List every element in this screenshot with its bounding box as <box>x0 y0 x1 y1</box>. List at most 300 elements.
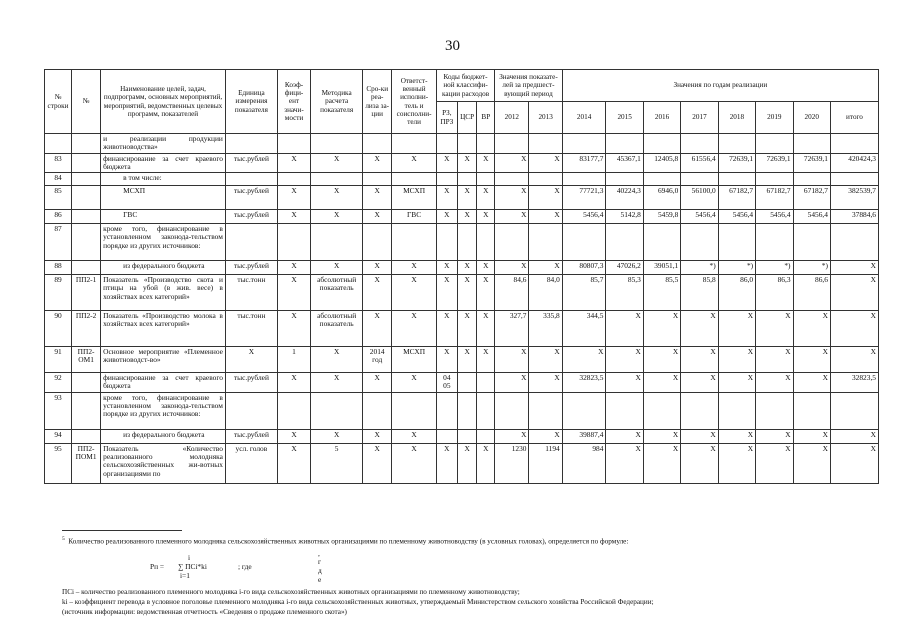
cell-value-2020: X <box>793 347 830 373</box>
cell-csr: X <box>457 443 477 483</box>
cell-csr <box>457 173 477 186</box>
cell-value-total: 37884,6 <box>830 210 878 224</box>
cell-value-2020 <box>793 173 830 186</box>
cell-vr: X <box>477 347 495 373</box>
cell-value-2017: *) <box>681 261 718 275</box>
cell-value-2018: X <box>718 373 755 393</box>
cell-value-2014: X <box>562 347 606 373</box>
cell-value-2019: *) <box>756 261 793 275</box>
header-2015: 2015 <box>606 102 643 134</box>
cell-method <box>311 224 363 261</box>
cell-value-2016 <box>643 224 680 261</box>
formula-lhs: Рп = <box>150 562 165 571</box>
cell-value-2015: 85,3 <box>606 275 643 311</box>
cell-method <box>311 392 363 429</box>
header-2019: 2019 <box>756 102 793 134</box>
cell-method: X <box>311 186 363 210</box>
cell-value-2017: X <box>681 443 718 483</box>
header-2012: 2012 <box>495 102 529 134</box>
cell-value-2018 <box>718 224 755 261</box>
cell-value-2018 <box>718 173 755 186</box>
row-code <box>72 224 101 261</box>
header-term: Сро-ки реа-лиза за-ции <box>363 70 392 134</box>
header-unit: Единица измерения показателя <box>225 70 277 134</box>
cell-executor: X <box>392 443 437 483</box>
cell-value-2012: 327,7 <box>495 311 529 347</box>
table-row <box>45 224 879 261</box>
cell-unit: тыс.рублей <box>225 186 277 210</box>
page-number: 30 <box>445 38 460 54</box>
cell-method <box>311 173 363 186</box>
table-body <box>45 134 879 484</box>
table-row <box>45 392 879 429</box>
cell-value-2019 <box>756 173 793 186</box>
cell-value-2012: X <box>495 186 529 210</box>
cell-csr: X <box>457 311 477 347</box>
row-number: 85 <box>45 186 72 210</box>
table-row <box>45 373 879 393</box>
cell-unit <box>225 134 277 154</box>
cell-coefficient: X <box>277 153 310 173</box>
cell-term <box>363 134 392 154</box>
header-2018: 2018 <box>718 102 755 134</box>
cell-value-2020: X <box>793 373 830 393</box>
formula-side-letter: е <box>318 575 322 584</box>
footnote-text <box>62 536 628 545</box>
cell-unit: тыс.тонн <box>225 311 277 347</box>
formula-side-letter: д <box>318 566 322 575</box>
cell-coefficient: X <box>277 373 310 393</box>
footnote-rule <box>62 530 182 531</box>
table-row <box>45 275 879 311</box>
cell-rz <box>436 392 457 429</box>
cell-value-total: 420424,3 <box>830 153 878 173</box>
cell-coefficient: X <box>277 261 310 275</box>
row-name: кроме того, финансирование в установленном законода-тельством порядке из других источников: <box>101 392 226 429</box>
row-number: 86 <box>45 210 72 224</box>
cell-value-total <box>830 134 878 154</box>
cell-value-2018: 67182,7 <box>718 186 755 210</box>
cell-value-2017: 5456,4 <box>681 210 718 224</box>
cell-value-2018: 86,0 <box>718 275 755 311</box>
cell-value-2017: X <box>681 373 718 393</box>
row-name: из федерального бюджета <box>101 261 226 275</box>
cell-value-2018: 72639,1 <box>718 153 755 173</box>
cell-value-2018: X <box>718 347 755 373</box>
cell-value-2019 <box>756 392 793 429</box>
cell-value-total: X <box>830 429 878 443</box>
cell-executor: X <box>392 153 437 173</box>
cell-term <box>363 173 392 186</box>
cell-value-total: 32823,5 <box>830 373 878 393</box>
header-csr: ЦСР <box>457 102 477 134</box>
cell-vr <box>477 224 495 261</box>
cell-value-2012 <box>495 173 529 186</box>
cell-value-2018 <box>718 392 755 429</box>
cell-value-2015: 45367,1 <box>606 153 643 173</box>
header-2017: 2017 <box>681 102 718 134</box>
row-name: и реализации продукции животноводства» <box>101 134 226 154</box>
cell-rz <box>436 224 457 261</box>
cell-value-2019: X <box>756 311 793 347</box>
cell-value-2016 <box>643 134 680 154</box>
row-name: из федерального бюджета <box>101 429 226 443</box>
cell-value-2012: X <box>495 429 529 443</box>
row-name: МСХП <box>101 186 226 210</box>
row-name: ГВС <box>101 210 226 224</box>
cell-csr: X <box>457 210 477 224</box>
cell-rz: 04 05 <box>436 373 457 393</box>
cell-value-2012 <box>495 224 529 261</box>
cell-value-2018: X <box>718 429 755 443</box>
cell-method: X <box>311 261 363 275</box>
formula-where: ; где <box>238 562 252 571</box>
cell-value-2014: 83177,7 <box>562 153 606 173</box>
cell-value-2015 <box>606 173 643 186</box>
footnote-line-ki: ki – коэффициент перевода в условное поголовье племенного молодняка i-го вида сельскохозяйственных животных, утверждаемый Министерством сельского хозяйства Российской Федерации; <box>62 598 654 606</box>
cell-value-2013: X <box>529 347 562 373</box>
cell-rz: X <box>436 443 457 483</box>
cell-executor: X <box>392 275 437 311</box>
cell-value-2016: 85,5 <box>643 275 680 311</box>
row-number: 89 <box>45 275 72 311</box>
header-rz: РЗ, ПРЗ <box>436 102 457 134</box>
cell-value-2013: X <box>529 261 562 275</box>
row-code <box>72 186 101 210</box>
cell-value-2013: 1194 <box>529 443 562 483</box>
cell-term: X <box>363 153 392 173</box>
cell-term <box>363 224 392 261</box>
cell-unit: тыс.рублей <box>225 261 277 275</box>
cell-value-2017 <box>681 224 718 261</box>
cell-value-2012: 84,6 <box>495 275 529 311</box>
cell-executor <box>392 224 437 261</box>
cell-csr: X <box>457 347 477 373</box>
cell-value-2014: 85,7 <box>562 275 606 311</box>
cell-vr <box>477 373 495 393</box>
table-row <box>45 134 879 154</box>
cell-value-2015 <box>606 224 643 261</box>
cell-value-2015 <box>606 134 643 154</box>
cell-unit <box>225 392 277 429</box>
cell-value-2017 <box>681 173 718 186</box>
cell-value-total: X <box>830 311 878 347</box>
cell-vr: X <box>477 311 495 347</box>
cell-term: X <box>363 429 392 443</box>
cell-value-2017: 56100,0 <box>681 186 718 210</box>
cell-value-2020: 5456,4 <box>793 210 830 224</box>
cell-value-2016 <box>643 173 680 186</box>
row-code <box>72 261 101 275</box>
row-code <box>72 392 101 429</box>
row-code <box>72 173 101 186</box>
cell-value-2015: X <box>606 443 643 483</box>
cell-vr: X <box>477 210 495 224</box>
row-name: Показатель «Производство молока в хозяйствах всех категорий» <box>101 311 226 347</box>
cell-value-2014 <box>562 173 606 186</box>
header-total: итого <box>830 102 878 134</box>
header-coefficient: Коэф-фици-ент значи-мости <box>277 70 310 134</box>
cell-term <box>363 392 392 429</box>
cell-value-2017: X <box>681 311 718 347</box>
cell-value-2019: X <box>756 429 793 443</box>
cell-value-2019: X <box>756 373 793 393</box>
row-number: 87 <box>45 224 72 261</box>
cell-method <box>311 134 363 154</box>
cell-value-2013: X <box>529 210 562 224</box>
cell-value-2017: X <box>681 347 718 373</box>
cell-value-2020 <box>793 392 830 429</box>
cell-method: абсолютный показатель <box>311 311 363 347</box>
cell-vr: X <box>477 443 495 483</box>
cell-value-2014: 5456,4 <box>562 210 606 224</box>
cell-value-2013: 335,8 <box>529 311 562 347</box>
cell-unit: тыс.рублей <box>225 429 277 443</box>
cell-value-2017: 61556,4 <box>681 153 718 173</box>
cell-rz: X <box>436 261 457 275</box>
cell-executor: X <box>392 261 437 275</box>
footnote-line-source: (источник информации: ведомственная отчетность «Сведения о продаже племенного скота») <box>62 608 347 616</box>
header-name: Наименование целей, задач, подпрограмм, основных мероприятий, мероприятий, ведомственных целевых программ, показателей <box>101 70 226 134</box>
row-code: ПП2-2 <box>72 311 101 347</box>
cell-unit: тыс.рублей <box>225 153 277 173</box>
footnote-line-pcs: ПСi – количество реализованного племенного молодняка i-го вида сельскохозяйственных животных организациями по племенному животноводству; <box>62 588 520 596</box>
row-number: 94 <box>45 429 72 443</box>
cell-value-2017 <box>681 134 718 154</box>
cell-value-2015: X <box>606 429 643 443</box>
cell-value-2019: X <box>756 347 793 373</box>
cell-method: абсолютный показатель <box>311 275 363 311</box>
cell-value-2020: X <box>793 443 830 483</box>
cell-value-total: X <box>830 261 878 275</box>
cell-unit: X <box>225 347 277 373</box>
cell-value-2012: 1230 <box>495 443 529 483</box>
cell-term: X <box>363 373 392 393</box>
cell-value-2016: X <box>643 429 680 443</box>
cell-unit: тыс.рублей <box>225 373 277 393</box>
cell-value-2012: X <box>495 153 529 173</box>
cell-unit <box>225 224 277 261</box>
cell-term: X <box>363 186 392 210</box>
cell-method: 5 <box>311 443 363 483</box>
row-name: финансирование за счет краевого бюджета <box>101 153 226 173</box>
row-code: ПП2-1 <box>72 275 101 311</box>
cell-value-2013 <box>529 134 562 154</box>
cell-value-2017: 85,8 <box>681 275 718 311</box>
cell-value-total: X <box>830 443 878 483</box>
cell-value-2013 <box>529 173 562 186</box>
cell-executor: X <box>392 311 437 347</box>
row-code <box>72 134 101 154</box>
cell-value-2017: X <box>681 429 718 443</box>
row-code: ПП2-ПОМ1 <box>72 443 101 483</box>
cell-csr <box>457 373 477 393</box>
cell-coefficient: X <box>277 429 310 443</box>
cell-coefficient: 1 <box>277 347 310 373</box>
cell-value-total: 382539,7 <box>830 186 878 210</box>
cell-value-2020 <box>793 134 830 154</box>
cell-term: X <box>363 311 392 347</box>
cell-value-2019: X <box>756 443 793 483</box>
cell-method: X <box>311 429 363 443</box>
cell-value-2015: X <box>606 373 643 393</box>
table-row <box>45 186 879 210</box>
cell-value-2014: 344,5 <box>562 311 606 347</box>
cell-value-2016: X <box>643 311 680 347</box>
table-row <box>45 261 879 275</box>
formula-upper-limit: i <box>188 553 191 562</box>
cell-coefficient: X <box>277 186 310 210</box>
cell-value-2019: 72639,1 <box>756 153 793 173</box>
cell-csr <box>457 392 477 429</box>
cell-value-2018: X <box>718 443 755 483</box>
cell-value-2020: X <box>793 429 830 443</box>
cell-value-total <box>830 392 878 429</box>
cell-executor: X <box>392 373 437 393</box>
cell-value-2012 <box>495 134 529 154</box>
cell-executor <box>392 173 437 186</box>
cell-csr <box>457 134 477 154</box>
row-code <box>72 373 101 393</box>
header-2020: 2020 <box>793 102 830 134</box>
cell-value-2014: 984 <box>562 443 606 483</box>
cell-value-2013 <box>529 392 562 429</box>
row-number: 88 <box>45 261 72 275</box>
cell-vr <box>477 134 495 154</box>
row-number <box>45 134 72 154</box>
cell-value-2016: X <box>643 373 680 393</box>
row-name: финансирование за счет краевого бюджета <box>101 373 226 393</box>
cell-value-2014: 80807,3 <box>562 261 606 275</box>
cell-rz: X <box>436 210 457 224</box>
row-code: ПП2-ОМ1 <box>72 347 101 373</box>
table-row <box>45 429 879 443</box>
cell-value-2017 <box>681 392 718 429</box>
cell-method: X <box>311 153 363 173</box>
cell-csr: X <box>457 275 477 311</box>
header-2013: 2013 <box>529 102 562 134</box>
cell-value-2012 <box>495 392 529 429</box>
cell-value-2020: 86,6 <box>793 275 830 311</box>
cell-unit: тыс.тонн <box>225 275 277 311</box>
table-row <box>45 443 879 483</box>
cell-value-2015 <box>606 392 643 429</box>
row-name: в том числе: <box>101 173 226 186</box>
cell-csr <box>457 429 477 443</box>
header-years-title: Значения по годам реализации <box>562 70 878 102</box>
cell-vr <box>477 173 495 186</box>
cell-value-2013: X <box>529 373 562 393</box>
cell-value-2013 <box>529 224 562 261</box>
cell-rz <box>436 134 457 154</box>
row-code <box>72 210 101 224</box>
cell-rz <box>436 429 457 443</box>
cell-value-2016: 12405,8 <box>643 153 680 173</box>
header-2014: 2014 <box>562 102 606 134</box>
header-budget-codes: Коды бюджет-ной классифи-кации расходов <box>436 70 494 102</box>
cell-coefficient: X <box>277 275 310 311</box>
cell-value-2015: X <box>606 311 643 347</box>
cell-executor: ГВС <box>392 210 437 224</box>
cell-method: X <box>311 347 363 373</box>
header-code: № <box>72 70 101 134</box>
cell-rz: X <box>436 347 457 373</box>
cell-value-2018: X <box>718 311 755 347</box>
table-row <box>45 173 879 186</box>
row-code <box>72 429 101 443</box>
cell-rz: X <box>436 153 457 173</box>
cell-vr: X <box>477 186 495 210</box>
table-row <box>45 347 879 373</box>
cell-csr: X <box>457 186 477 210</box>
cell-unit: тыс.рублей <box>225 210 277 224</box>
cell-vr <box>477 392 495 429</box>
cell-vr: X <box>477 275 495 311</box>
cell-value-2016: 5459,8 <box>643 210 680 224</box>
cell-method: X <box>311 210 363 224</box>
cell-rz <box>436 173 457 186</box>
header-executor: Ответст-венный исполни-тель и соисполни-тели <box>392 70 437 134</box>
cell-rz: X <box>436 275 457 311</box>
cell-value-total <box>830 173 878 186</box>
cell-value-2016: 6946,0 <box>643 186 680 210</box>
cell-value-2014: 32823,5 <box>562 373 606 393</box>
cell-coefficient: X <box>277 210 310 224</box>
formula-lower-limit: i=1 <box>180 571 190 580</box>
table-row <box>45 311 879 347</box>
cell-value-2019 <box>756 134 793 154</box>
row-number: 91 <box>45 347 72 373</box>
cell-value-2020: 67182,7 <box>793 186 830 210</box>
cell-coefficient <box>277 392 310 429</box>
cell-unit <box>225 173 277 186</box>
cell-value-2013: X <box>529 429 562 443</box>
cell-coefficient: X <box>277 311 310 347</box>
cell-executor <box>392 134 437 154</box>
cell-method: X <box>311 373 363 393</box>
cell-value-2014 <box>562 134 606 154</box>
row-name: кроме того, финансирование в установленном законода-тельством порядке из других источников: <box>101 224 226 261</box>
cell-csr: X <box>457 153 477 173</box>
cell-executor: МСХП <box>392 186 437 210</box>
cell-value-2013: X <box>529 186 562 210</box>
cell-value-2015: X <box>606 347 643 373</box>
row-number: 83 <box>45 153 72 173</box>
footnote-marker: 5 <box>62 536 65 542</box>
cell-value-2012: X <box>495 373 529 393</box>
cell-rz: X <box>436 311 457 347</box>
program-indicators-table <box>44 69 879 484</box>
cell-value-2016: 39051,1 <box>643 261 680 275</box>
cell-value-2014 <box>562 224 606 261</box>
header-method: Методика расчета показателя <box>311 70 363 134</box>
cell-value-2014 <box>562 392 606 429</box>
cell-value-2015: 5142,8 <box>606 210 643 224</box>
row-number: 84 <box>45 173 72 186</box>
cell-value-2019: 5456,4 <box>756 210 793 224</box>
cell-value-2012: X <box>495 347 529 373</box>
cell-term: X <box>363 443 392 483</box>
cell-term: X <box>363 210 392 224</box>
cell-coefficient <box>277 224 310 261</box>
cell-value-2020: *) <box>793 261 830 275</box>
cell-value-2012: X <box>495 261 529 275</box>
cell-value-2014: 39887,4 <box>562 429 606 443</box>
cell-value-2016: X <box>643 347 680 373</box>
row-number: 93 <box>45 392 72 429</box>
cell-vr: X <box>477 153 495 173</box>
cell-value-2015: 47026,2 <box>606 261 643 275</box>
